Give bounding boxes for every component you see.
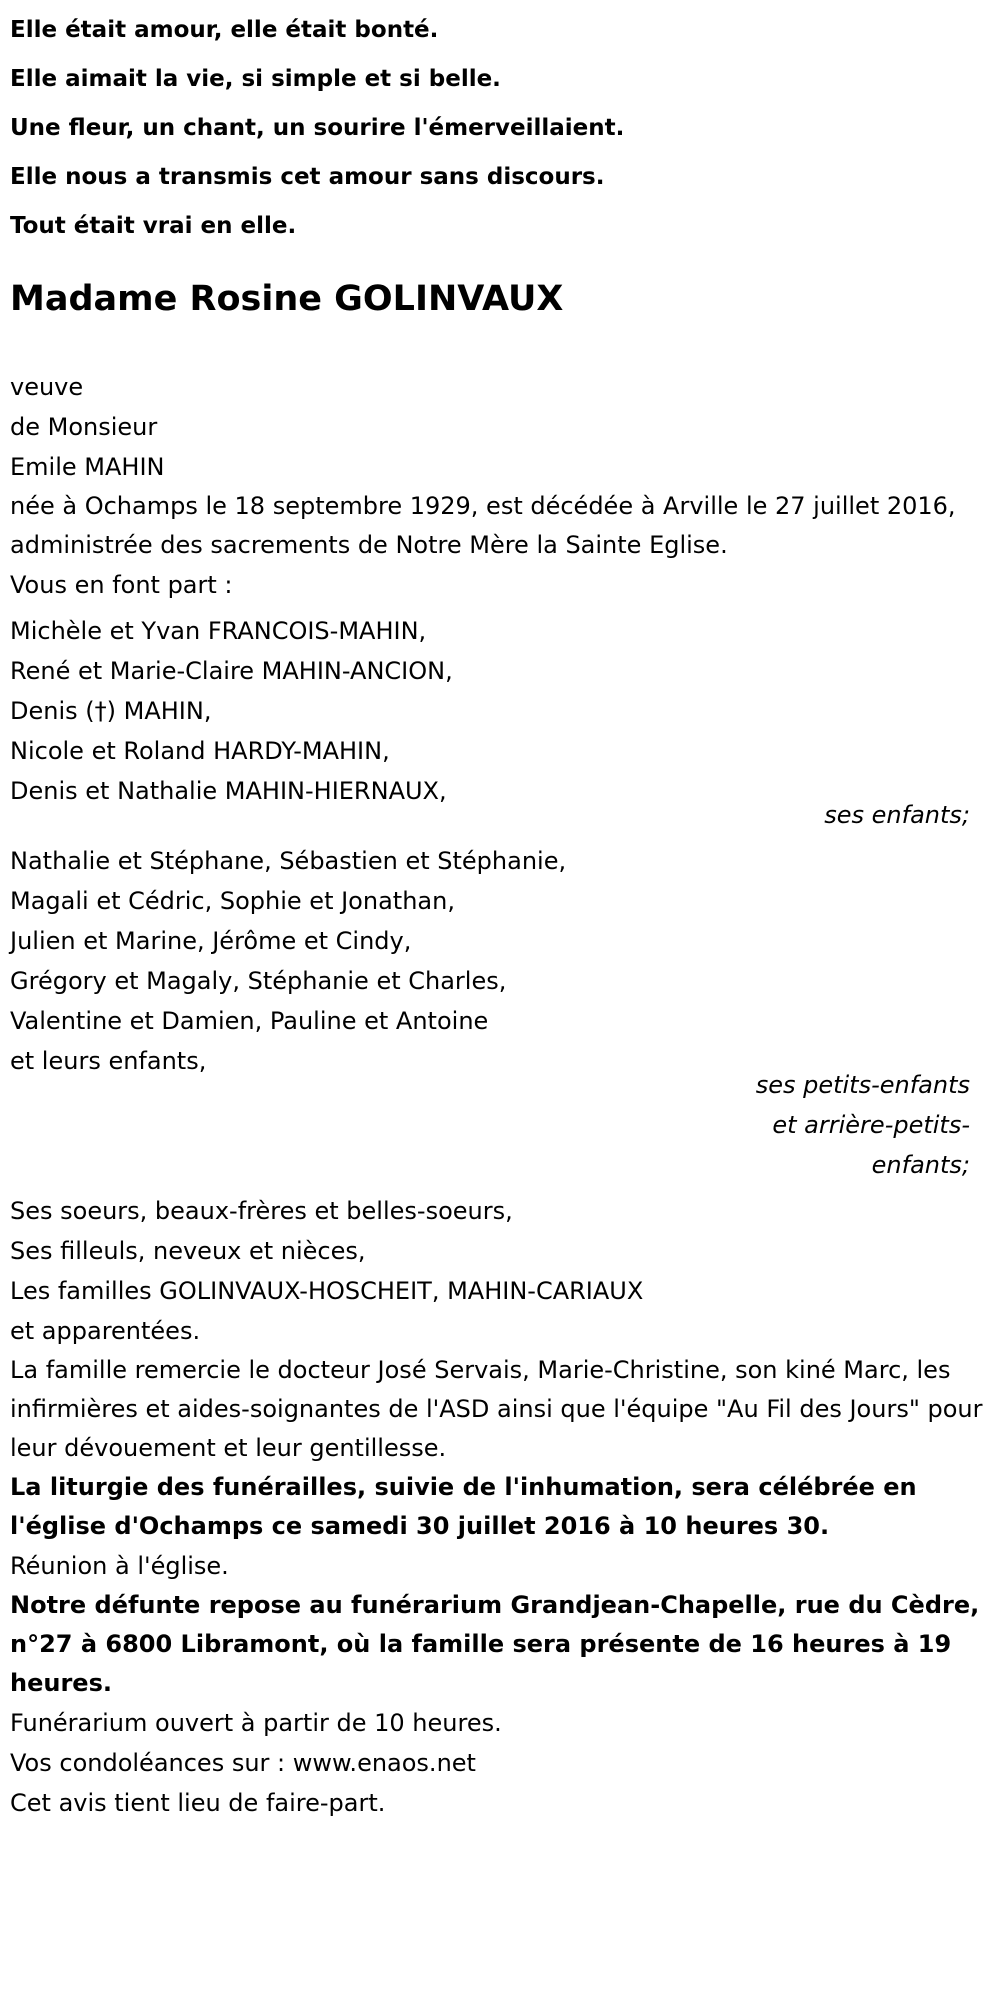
list-item: Les familles GOLINVAUX-HOSCHEIT, MAHIN-CARIAUX	[10, 1277, 644, 1305]
list-item: Grégory et Magaly, Stéphanie et Charles,	[10, 967, 507, 995]
poem-line: Elle était amour, elle était bonté.	[10, 17, 439, 43]
list-item: Michèle et Yvan FRANCOIS-MAHIN,	[10, 617, 427, 645]
grandchildren-role	[10, 1065, 970, 1185]
list-item: et apparentées.	[10, 1317, 201, 1345]
grandchildren-list	[10, 841, 992, 1081]
meeting-text: Réunion à l'église.	[10, 1552, 229, 1580]
role-line: ses petits-enfants	[755, 1071, 970, 1099]
list-item: Magali et Cédric, Sophie et Jonathan,	[10, 887, 455, 915]
list-item: Denis (†) MAHIN,	[10, 697, 212, 725]
notice-text: Cet avis tient lieu de faire-part.	[10, 1789, 386, 1817]
children-list	[10, 611, 992, 811]
spouse-line: Emile MAHIN	[10, 453, 165, 481]
poem-line: Elle aimait la vie, si simple et si belle.	[10, 66, 501, 92]
list-item: Ses filleuls, neveux et nièces,	[10, 1237, 366, 1265]
list-item: Ses soeurs, beaux-frères et belles-soeurs,	[10, 1197, 513, 1225]
spouse-info	[10, 367, 992, 487]
birth-death-info: née à Ochamps le 18 septembre 1929, est décédée à Arville le 27 juillet 2016, administrée des sacrements de Notre Mère la Sainte Eglise.	[10, 492, 956, 559]
announce-text: Vous en font part :	[10, 571, 233, 599]
list-item: et leurs enfants,	[10, 1047, 207, 1075]
others-list	[10, 1191, 992, 1351]
poem-line: Une fleur, un chant, un sourire l'émerveillaient.	[10, 115, 625, 141]
opening-hours: Funérarium ouvert à partir de 10 heures.	[10, 1709, 502, 1737]
poem	[10, 6, 992, 251]
deceased-name: Madame Rosine GOLINVAUX	[10, 279, 564, 319]
list-item: Valentine et Damien, Pauline et Antoine	[10, 1007, 489, 1035]
list-item: Nathalie et Stéphane, Sébastien et Stéphanie,	[10, 847, 567, 875]
role-line: enfants;	[871, 1151, 970, 1179]
funerarium-paragraph: Notre défunte repose au funérarium Grandjean-Chapelle, rue du Cèdre, n°27 à 6800 Libramont, où la famille sera présente de 16 heures à 19 heures.	[10, 1591, 980, 1697]
condolences-text: Vos condoléances sur : www.enaos.net	[10, 1749, 476, 1777]
list-item: Julien et Marine, Jérôme et Cindy,	[10, 927, 412, 955]
poem-line: Elle nous a transmis cet amour sans discours.	[10, 164, 605, 190]
list-item: René et Marie-Claire MAHIN-ANCION,	[10, 657, 453, 685]
spouse-line: de Monsieur	[10, 413, 158, 441]
liturgy-paragraph: La liturgie des funérailles, suivie de l'inhumation, sera célébrée en l'église d'Ochamps ce samedi 30 juillet 2016 à 10 heures 30.	[10, 1473, 917, 1540]
thanks-paragraph: La famille remercie le docteur José Servais, Marie-Christine, son kiné Marc, les infirmières et aides-soignantes de l'ASD ainsi que l'équipe "Au Fil des Jours" pour leur dévouement et leur gentillesse.	[10, 1356, 983, 1462]
list-item: Nicole et Roland HARDY-MAHIN,	[10, 737, 390, 765]
role-line: et arrière-petits-	[772, 1111, 970, 1139]
poem-line: Tout était vrai en elle.	[10, 213, 297, 239]
list-item: Denis et Nathalie MAHIN-HIERNAUX,	[10, 777, 447, 805]
children-role: ses enfants;	[824, 801, 970, 829]
spouse-line: veuve	[10, 373, 84, 401]
